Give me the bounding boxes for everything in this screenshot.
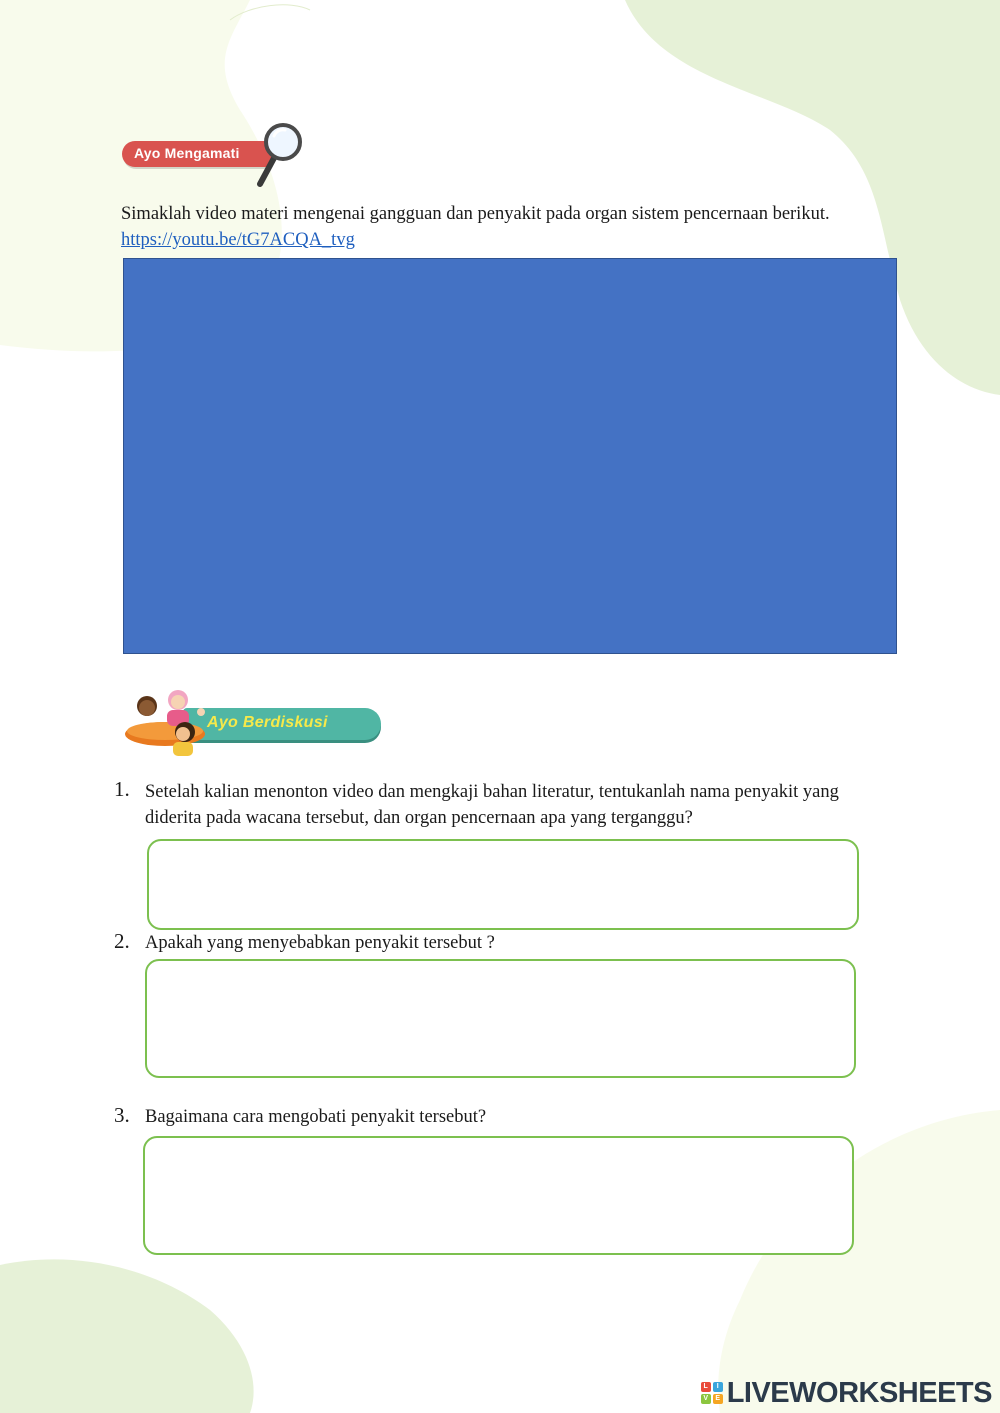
intro-text: Simaklah video materi mengenai gangguan dan penyakit pada organ sistem pencernaan berikut. (121, 204, 830, 224)
badge-label: Ayo Berdiskusi (207, 714, 328, 731)
question-2-number: 2. (114, 929, 130, 953)
logo-letter: V (701, 1394, 711, 1404)
question-3-number: 3. (114, 1103, 130, 1127)
ayo-berdiskusi-badge (123, 686, 385, 762)
answer-3-input[interactable] (143, 1136, 854, 1255)
question-1-number: 1. (114, 777, 130, 801)
question-1-text: Setelah kalian menonton video dan mengkaji bahan literatur, tentukanlah nama penyakit yang diderita pada wacana tersebut, dan organ pencernaan apa yang terganggu? (145, 782, 839, 828)
badge-label: Ayo Mengamati (134, 145, 240, 161)
logo-letter: I (713, 1382, 723, 1392)
logo-letter: E (713, 1394, 723, 1404)
children-discussing-icon (123, 686, 218, 762)
brand-name: LIVEWORKSHEETS (726, 1376, 992, 1409)
question-2-text: Apakah yang menyebabkan penyakit tersebut ? (145, 933, 495, 953)
video-link[interactable]: https://youtu.be/tG7ACQA_tvg (121, 230, 355, 250)
video-placeholder[interactable] (123, 258, 897, 654)
logo-letter: L (701, 1382, 711, 1392)
question-3-text: Bagaimana cara mengobati penyakit tersebut? (145, 1107, 487, 1127)
liveworksheets-logo-icon (701, 1382, 723, 1404)
answer-1-input[interactable] (147, 839, 859, 930)
intro-paragraph (121, 201, 861, 253)
magnifier-icon (252, 122, 312, 188)
answer-2-input[interactable] (145, 959, 856, 1078)
liveworksheets-brand (701, 1376, 992, 1410)
ayo-mengamati-badge (122, 122, 307, 188)
